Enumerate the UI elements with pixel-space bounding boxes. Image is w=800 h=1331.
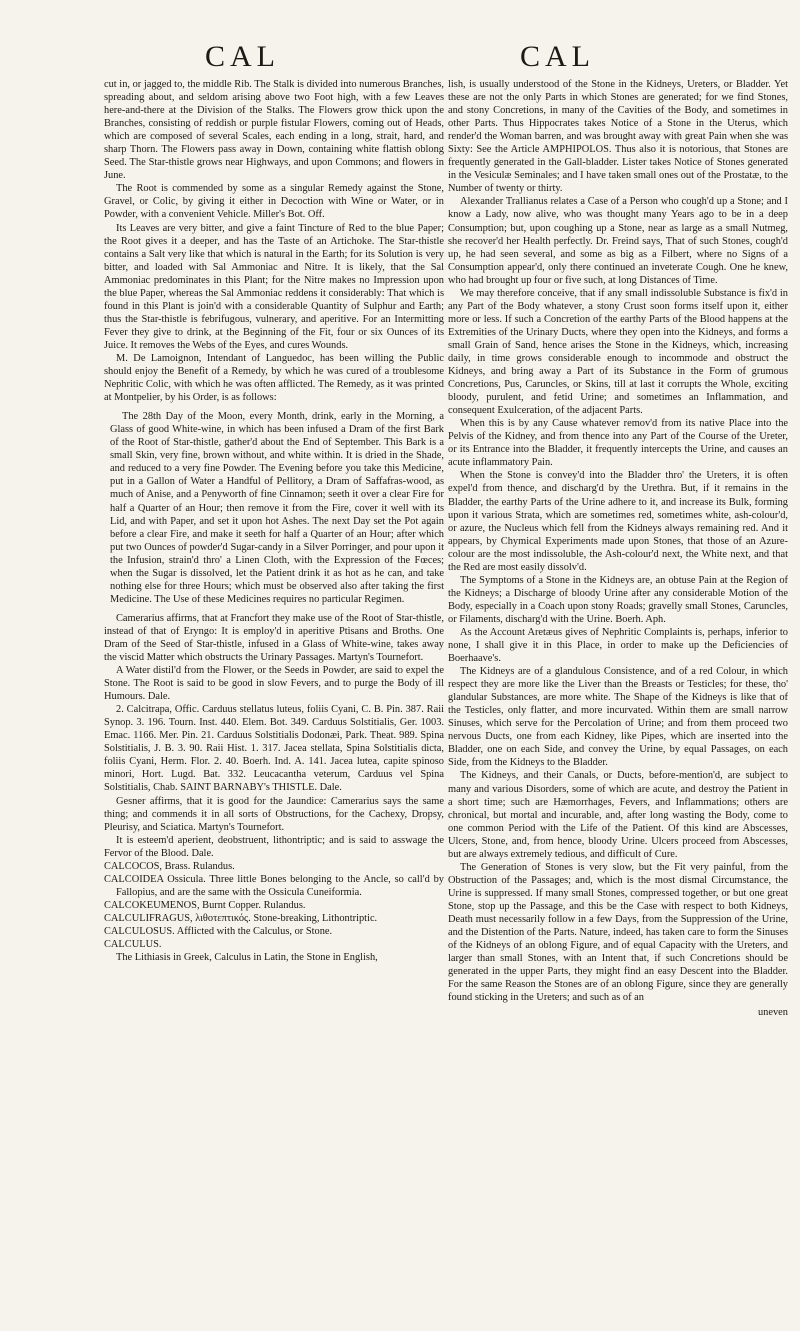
paragraph: The Kidneys are of a glandulous Consistence, and of a red Colour, in which respect they are more like the Liver than the Breasts or Testicles; for these, tho' glandular Substances, are more white. The Shape of the Kidneys is like that of the Testicles, only flatter, and more incurvated. Within them are small narrow Sinuses, which serve for the Percolation of Urine; and from them proceed two nervous Ducts, one from each Kidney, like Pipes, which are inserted into the Bladder, one on each Side, and convey the Urine, by equal Passages, on each Side, from the Kidneys to the Bladder.	[448, 666, 788, 769]
paragraph: lish, is usually understood of the Stone in the Kidneys, Ureters, or Bladder. Yet these are not the only Parts in which Stones are generated; for we find Stones, and stony Concretions, in many of the Cavities of the Body, and sometimes in other Parts. Thus Hippocrates takes Notice of a Stone in the Uterus, which render'd the Woman barren, and was brought away with great Pain when she was Sixty: See the Article AMPHIPOLOS. Thus also it is notorious, that Stones are frequently generated in the Gall-bladder. Lister takes Notice of Stones generated in the Vesiculæ Seminales; and I have taken small ones out of the Prostatæ, to the Number of twenty or thirty.	[448, 79, 788, 195]
dictionary-entry: CALCULIFRAGUS, λιθοτεπτικός. Stone-breaking, Lithontriptic.	[104, 912, 378, 924]
left-column	[104, 78, 444, 964]
dictionary-entry: CALCOCOS, Brass. Rulandus.	[104, 860, 235, 872]
paragraph: 2. Calcitrapa, Offic. Carduus stellatus luteus, foliis Cyani, C. B. Pin. 387. Raii Synop. 3. 196. Tourn. Inst. 440. Elem. Bot. 349. Carduus Solstitialis, Ger. 1003. Emac. 1166. Mer. Pin. 21. Carduus Solstitialis Dodonæi, Park. Theat. 989. Spina Solstitialis, J. B. 3. 90. Raii Hist. 1. 317. Jacea stellata, Spina Solstitialis dicta, foliis Cyani, Herm. Flor. 2. 40. Boerh. Ind. A. 141. Jacea lutea, capite spinoso minori, Hort. Lugd. Bat. 332. Leucacantha veterum, Carduus vel Spina Solstitialis, Chab. SAINT BARNABY's THISTLE. Dale.	[104, 704, 444, 794]
paragraph: The Symptoms of a Stone in the Kidneys are, an obtuse Pain at the Region of the Kidneys; a Discharge of bloody Urine after any considerable Motion of the Body, especially in a Coach upon stony Roads; gravelly small Stones, Caruncles, or Filaments, discharg'd with the Urine. Boerh. Aph.	[448, 574, 788, 625]
catchword: uneven	[757, 1007, 788, 1019]
paragraph: cut in, or jagged to, the middle Rib. The Stalk is divided into numerous Branches, spreading about, and seldom arising above two Foot high, with a few Leaves here-and-there at the Division of the Stalks. The Flowers grow thick upon the Branches, consisting of reddish or purple fistular Flowers, coming out of Heads, which are composed of several Scales, each ending in a long, strait, hard, and sharp Thorn. The Flowers pass away in Down, containing white flattish oblong Seed. The Star-thistle grows near Highways, and upon Commons; and flowers in June.	[104, 79, 444, 182]
paragraph: A Water distil'd from the Flower, or the Seeds in Powder, are said to expel the Stone. The Root is said to be good in slow Fevers, and to purge the Body of ill Humours. Dale.	[104, 665, 444, 703]
paragraph: Gesner affirms, that it is good for the Jaundice: Camerarius says the same thing; and commends it in all sorts of Obstructions, for the Cachexy, Dropsy, Pleurisy, and Sciatica. Martyn's Tournefort.	[104, 795, 444, 833]
dictionary-entry: CALCOKEUMENOS, Burnt Copper. Rulandus.	[104, 899, 306, 911]
paragraph: When the Stone is convey'd into the Bladder thro' the Ureters, it is often expel'd from thence, and discharg'd by the Urethra. But, if it remains in the Bladder, the earthy Parts of the Urine adhere to it, and increase its Bulk, forming upon it various Strata, which are sometimes red, sometimes white, ash-colour'd, or azure, the Nucleus which fell from the Kidneys always remaining red. And it appears, by Chymical Experiments made upon Stones, that those of an Azure-colour are the most indissoluble, the Ash-colour'd next, the White next, and that the Red are most easily dissolv'd.	[448, 470, 788, 573]
dictionary-entry: CALCULOSUS. Afflicted with the Calculus, or Stone.	[104, 926, 333, 937]
dictionary-entry: CALCOIDEA Ossicula. Three little Bones belonging to the Ancle, so call'd by Fallopius, and are the same with the Ossicula Cuneiformia.	[104, 873, 444, 898]
running-head-left: CAL	[205, 40, 280, 73]
paragraph: Alexander Trallianus relates a Case of a Person who cough'd up a Stone; and I know a Lady, now alive, who was thought many Years ago to be in a deep Consumption; but, upon coughing up a Stone, near as large as a small Nutmeg, she recover'd her Health perfectly. Dr. Freind says, That of such Stones, cough'd up, he had seen several, and some as big as a Filbert, where no Signs of a Consumption appear'd, only there continued an inveterate Cough. One he knew, who had brought up four or five such, at long Distances of Time.	[448, 196, 788, 286]
dictionary-entry: CALCULUS.	[104, 939, 162, 951]
paragraph: Camerarius affirms, that at Francfort they make use of the Root of Star-thistle, instead of that of Eryngo: It is employ'd in aperitive Ptisans and Broths. One Dram of the Seed of Star-thistle, infused in a Glass of White-wine, takes away the viscid Matter which obstructs the Urinary Passages. Martyn's Tournefort.	[104, 612, 444, 664]
paragraph: The Kidneys, and their Canals, or Ducts, before-mention'd, are subject to many and various Disorders, some of which are acute, and destroy the Patient in a short time; such are Hæmorrhages, Fevers, and Inflammations; others are chronical, but mortal and incurable, and, after long wasting the Body, come to one common Period with the Life of the Patient. Of this kind are Abscesses, Ulcers, Stone, and, from hence, bloody Urine. Ulcers proceed from Abscesses, but are always extremely tedious, and difficult of Cure.	[448, 770, 788, 860]
remedy-quote	[110, 410, 444, 606]
paragraph: It is esteem'd aperient, deobstruent, lithontriptic; and is said to asswage the Fervor of the Blood. Dale.	[104, 834, 444, 859]
quote-paragraph: The 28th Day of the Moon, every Month, drink, early in the Morning, a Glass of good White-wine, in which has been infused a Dram of the first Bark of the Root of Star-thistle, gather'd about the End of September. This Bark is a small Skin, very fine, brown without, and white within. It is dried in the Shade, and reduced to a very fine Powder. The Evening before you take this Medicine, put in a Gallon of Water a Handful of Pellitory, a Dram of Saffafras-wood, as much of Anise, and a Penyworth of fine Cinnamon; seeth it over a clear Fire for half a Quarter of an Hour; then remove it from the Fire, cover it well with its Lid, and with Paper, and set it upon hot Ashes. The next Day set the Pot again before a clear Fire, and make it seeth for half a Quarter of an Hour; after which put two Ounces of powder'd Sugar-candy in a Silver Porringer, and pour upon it the Infusion, strain'd thro' a Linen Cloth, with the Expression of the Fœces; when the Sugar is dissolved, let the Patient drink it as hot as he can, and take nothing else for three Hours; which must be observed also after taking the first Medicine. The Use of these Medicines requires no particular Regimen.	[110, 411, 444, 605]
paragraph: The Generation of Stones is very slow, but the Fit very painful, from the Obstruction of the Passages; and, which is the most dismal Circumstance, the Urine is suppressed. If many small Stones, compressed together, or but one great Stone, stop up the Passage, and this be the Case with respect to both Kidneys, Death must necessarily follow in a few Days, from the Suppression of the Urine, and the Distention of the Parts. Nature, indeed, has taken care to form the Sinuses of the Kidneys of an oblong Figure, and of equal Capacity with the Ureters, and larger than small Stones, with an Intent that, if such Concretions should be generated in the upper Parts, they might find an easy Descent into the Bladder. For the same Reason the Stones are of an oblong Figure, since they are generally found sticking in the Ureters; and such as of an	[448, 861, 788, 1004]
paragraph: M. De Lamoignon, Intendant of Languedoc, has been willing the Public should enjoy the Benefit of a Remedy, by which he was cured of a troublesome Nephritic Colic, with which he was often afflicted. The Remedy, as it was printed at Montpelier, by his Order, is as follows:	[104, 352, 444, 404]
paragraph: When this is by any Cause whatever remov'd from its native Place into the Pelvis of the Kidney, and from thence into any Part of the Course of the Ureter, or its Entrance into the Bladder, it frequently intercepts the Urine, and causes an acute inflammatory Pain.	[448, 418, 788, 469]
paragraph: We may therefore conceive, that if any small indissoluble Substance is fix'd in any Part of the Body whatever, a stony Crust soon forms itself upon it, either more or less. If such a Concretion of the earthy Parts of the Blood happens at the Extremities of the Urinary Ducts, where they open into the Kidneys, and forms a small Grain of Sand, hence arises the Stone in the Kidneys, which, increasing daily, in time grows considerable enough to incommode and obstruct the Kidneys, and bring away a Part of its Substance in the Form of grumous Concretions, Pus, Caruncles, or Skins, till at last it corrupts the Whole, exciting bloody, purulent, and fetid Urine; and sometimes an Inflammation, and consequent Exulceration, of the adjacent Parts.	[448, 287, 788, 417]
paragraph: As the Account Aretæus gives of Nephritic Complaints is, perhaps, inferior to none, I shall give it in this Place, in order to make up the Deficiencies of Boerhaave's.	[448, 626, 788, 665]
running-head-right: CAL	[520, 40, 595, 73]
paragraph: Its Leaves are very bitter, and give a faint Tincture of Red to the blue Paper; the Root gives it a deeper, and has the Taste of an Artichoke. The Star-thistle contains a Salt very like that which is natural in the Earth; for its Solution is very bitter, and loaded with Sal Ammoniac and Nitre. It is likely, that the Sal Ammoniac predominates in this Plant; for the Nitre makes no Impression upon the blue Paper, whereas the Sal Ammoniac reddens it considerably: That which is found in this Plant is join'd with a considerable Quantity of Sulphur and Earth; thus the Star-thistle is febrifugous, vulnerary, and aperitive. For an Intermitting Fever they give to drink, at the Beginning of the Fit, four or six Ounces of its Juice. It removes the Webs of the Eyes, and cures Wounds.	[104, 222, 444, 351]
paragraph: The Root is commended by some as a singular Remedy against the Stone, Gravel, or Colic, by giving it either in Decoction with Wine or Water, or in Powder, with a convenient Vehicle. Miller's Bot. Off.	[104, 183, 444, 221]
right-column	[448, 78, 788, 1019]
paragraph: The Lithiasis in Greek, Calculus in Latin, the Stone in English,	[116, 952, 378, 964]
